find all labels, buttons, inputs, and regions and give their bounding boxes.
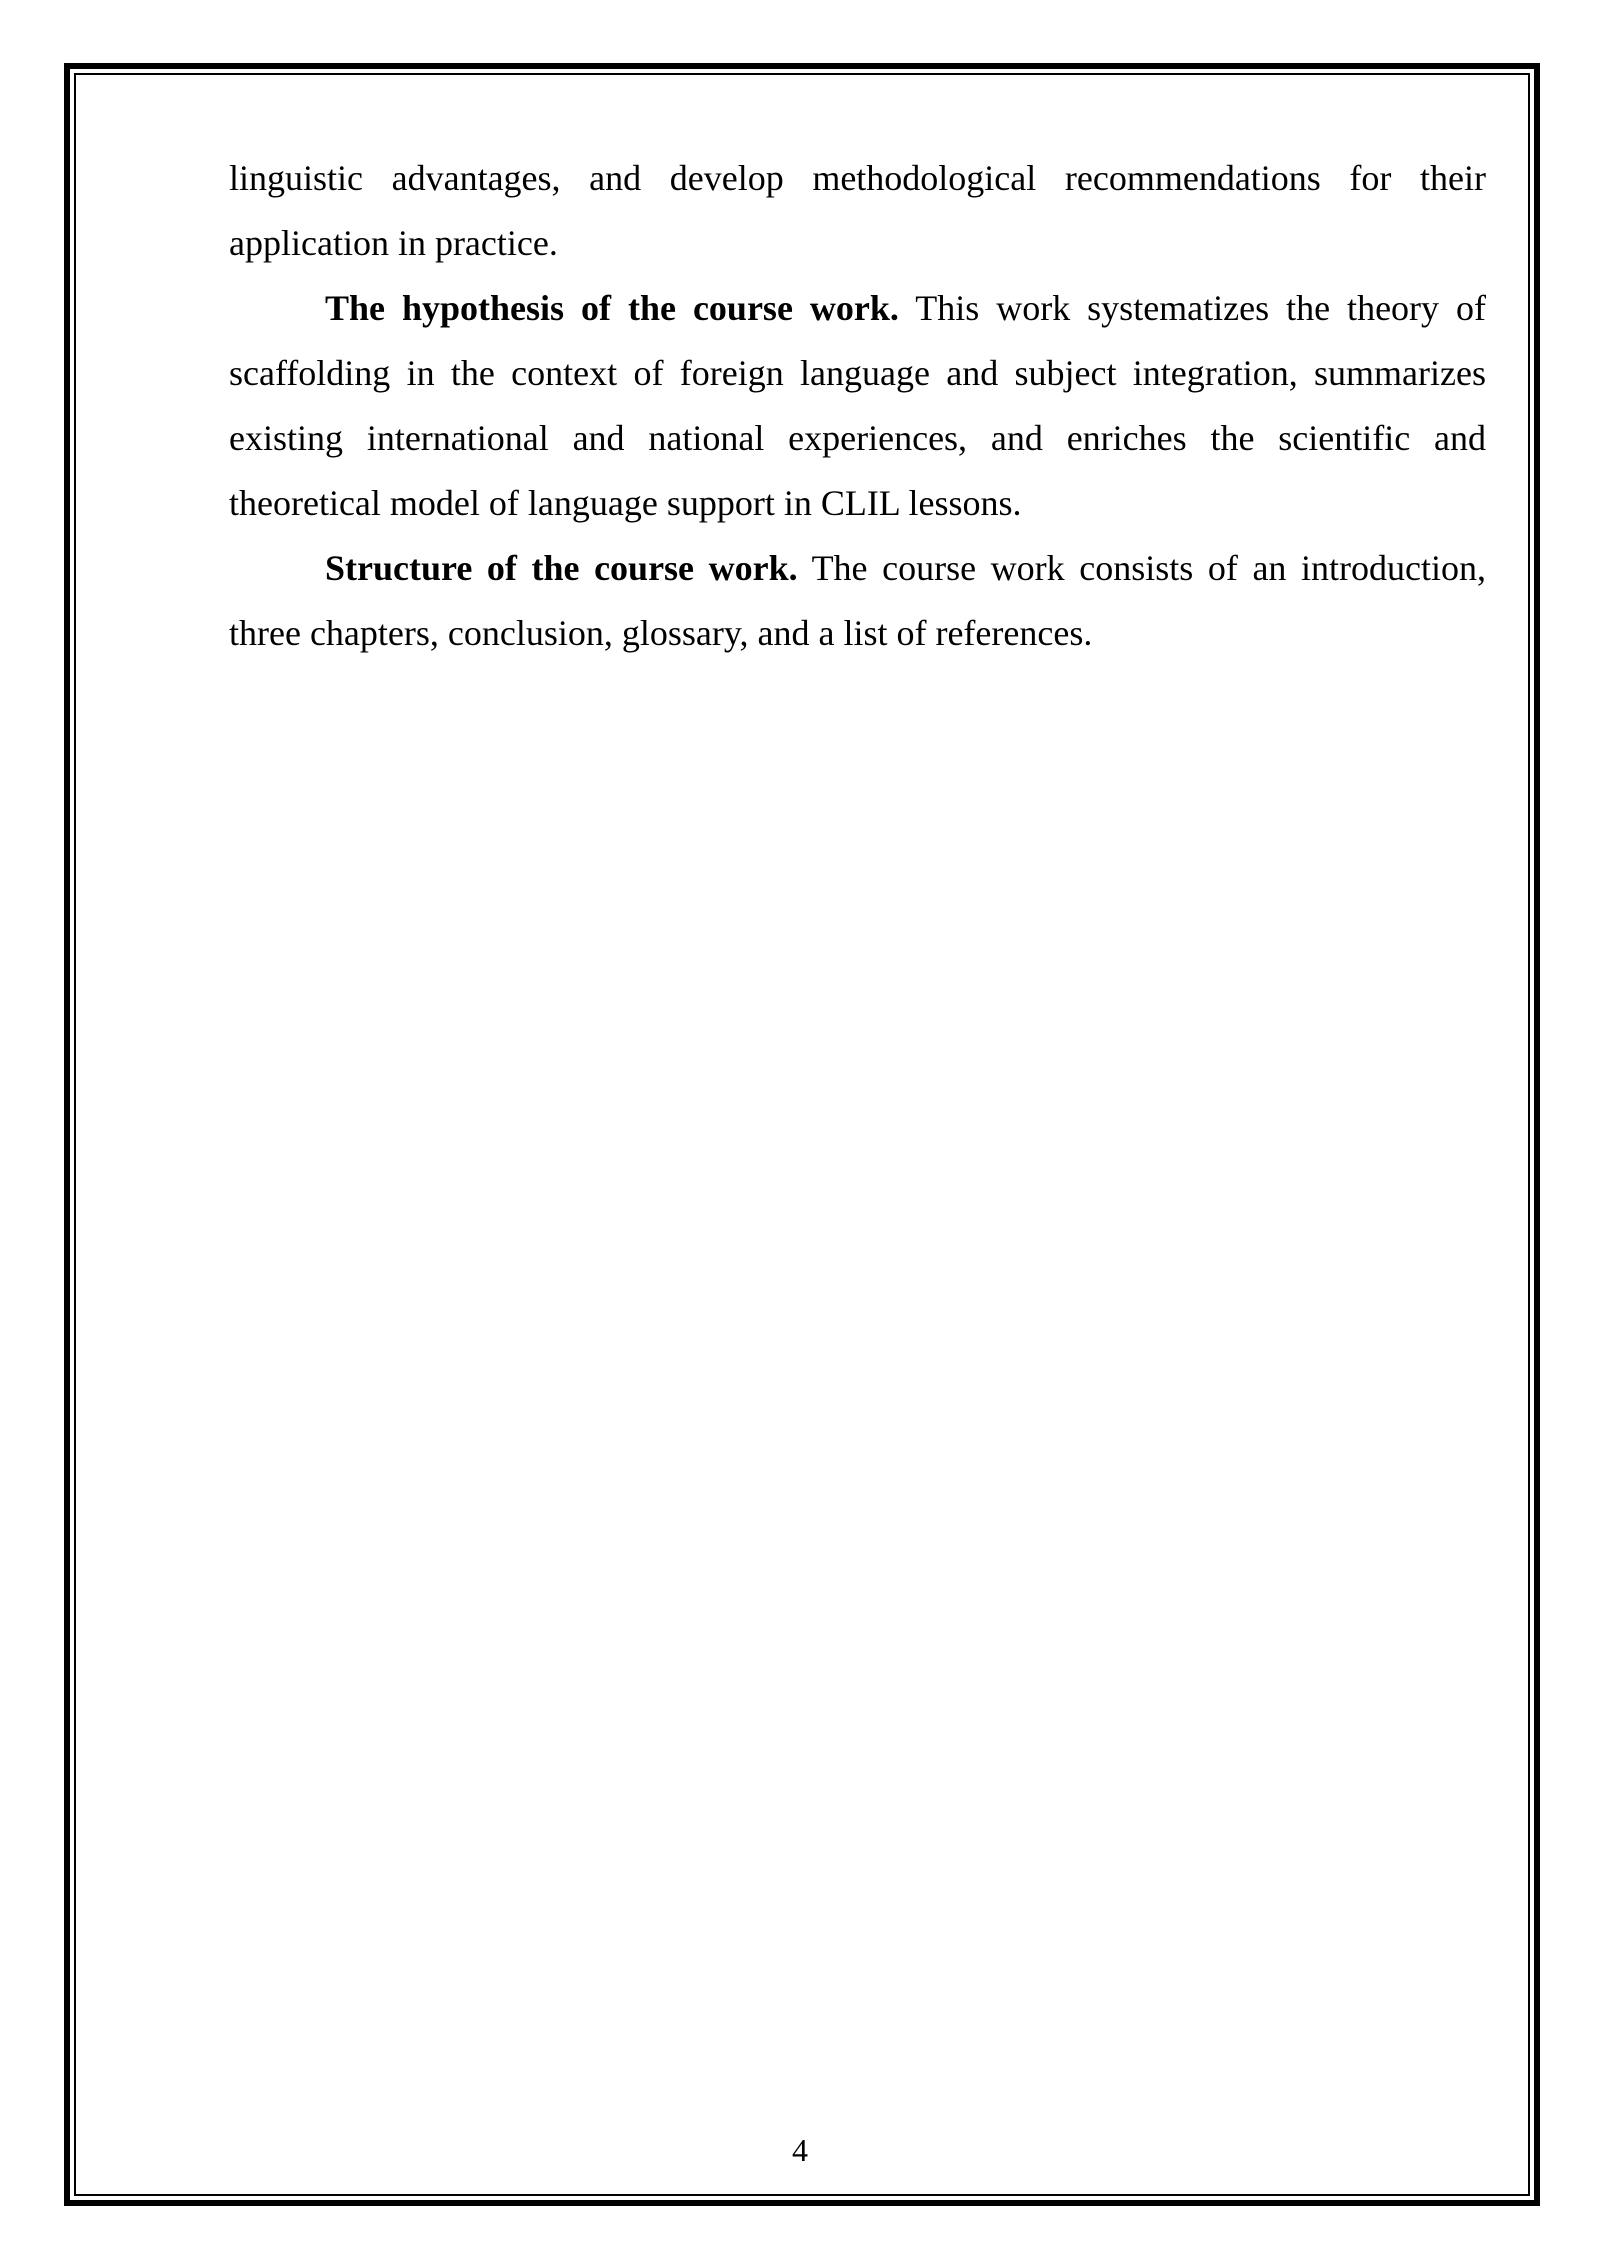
paragraph-heading-hypothesis: The hypothesis of the course work. [325,288,899,328]
paragraph-hypothesis [229,276,1486,536]
paragraph-text: The course work consists of an introduction, three chapters, conclusion, glossary, and a list of references. [229,548,1486,653]
paragraph-structure [229,536,1486,666]
page-number: 4 [792,2132,808,2168]
paragraph-text: This work systematizes the theory of scaffolding in the context of foreign language and subject integration, summarizes existing international and national experiences, and enriches the scientific and theoretical model of language support in CLIL lessons. [229,288,1486,523]
paragraph-heading-structure: Structure of the course work. [325,548,798,588]
paragraph-text: linguistic advantages, and develop methodological recommendations for their application in practice. [229,158,1486,263]
paragraph-continuation [229,146,1486,276]
document-body [229,146,1486,666]
